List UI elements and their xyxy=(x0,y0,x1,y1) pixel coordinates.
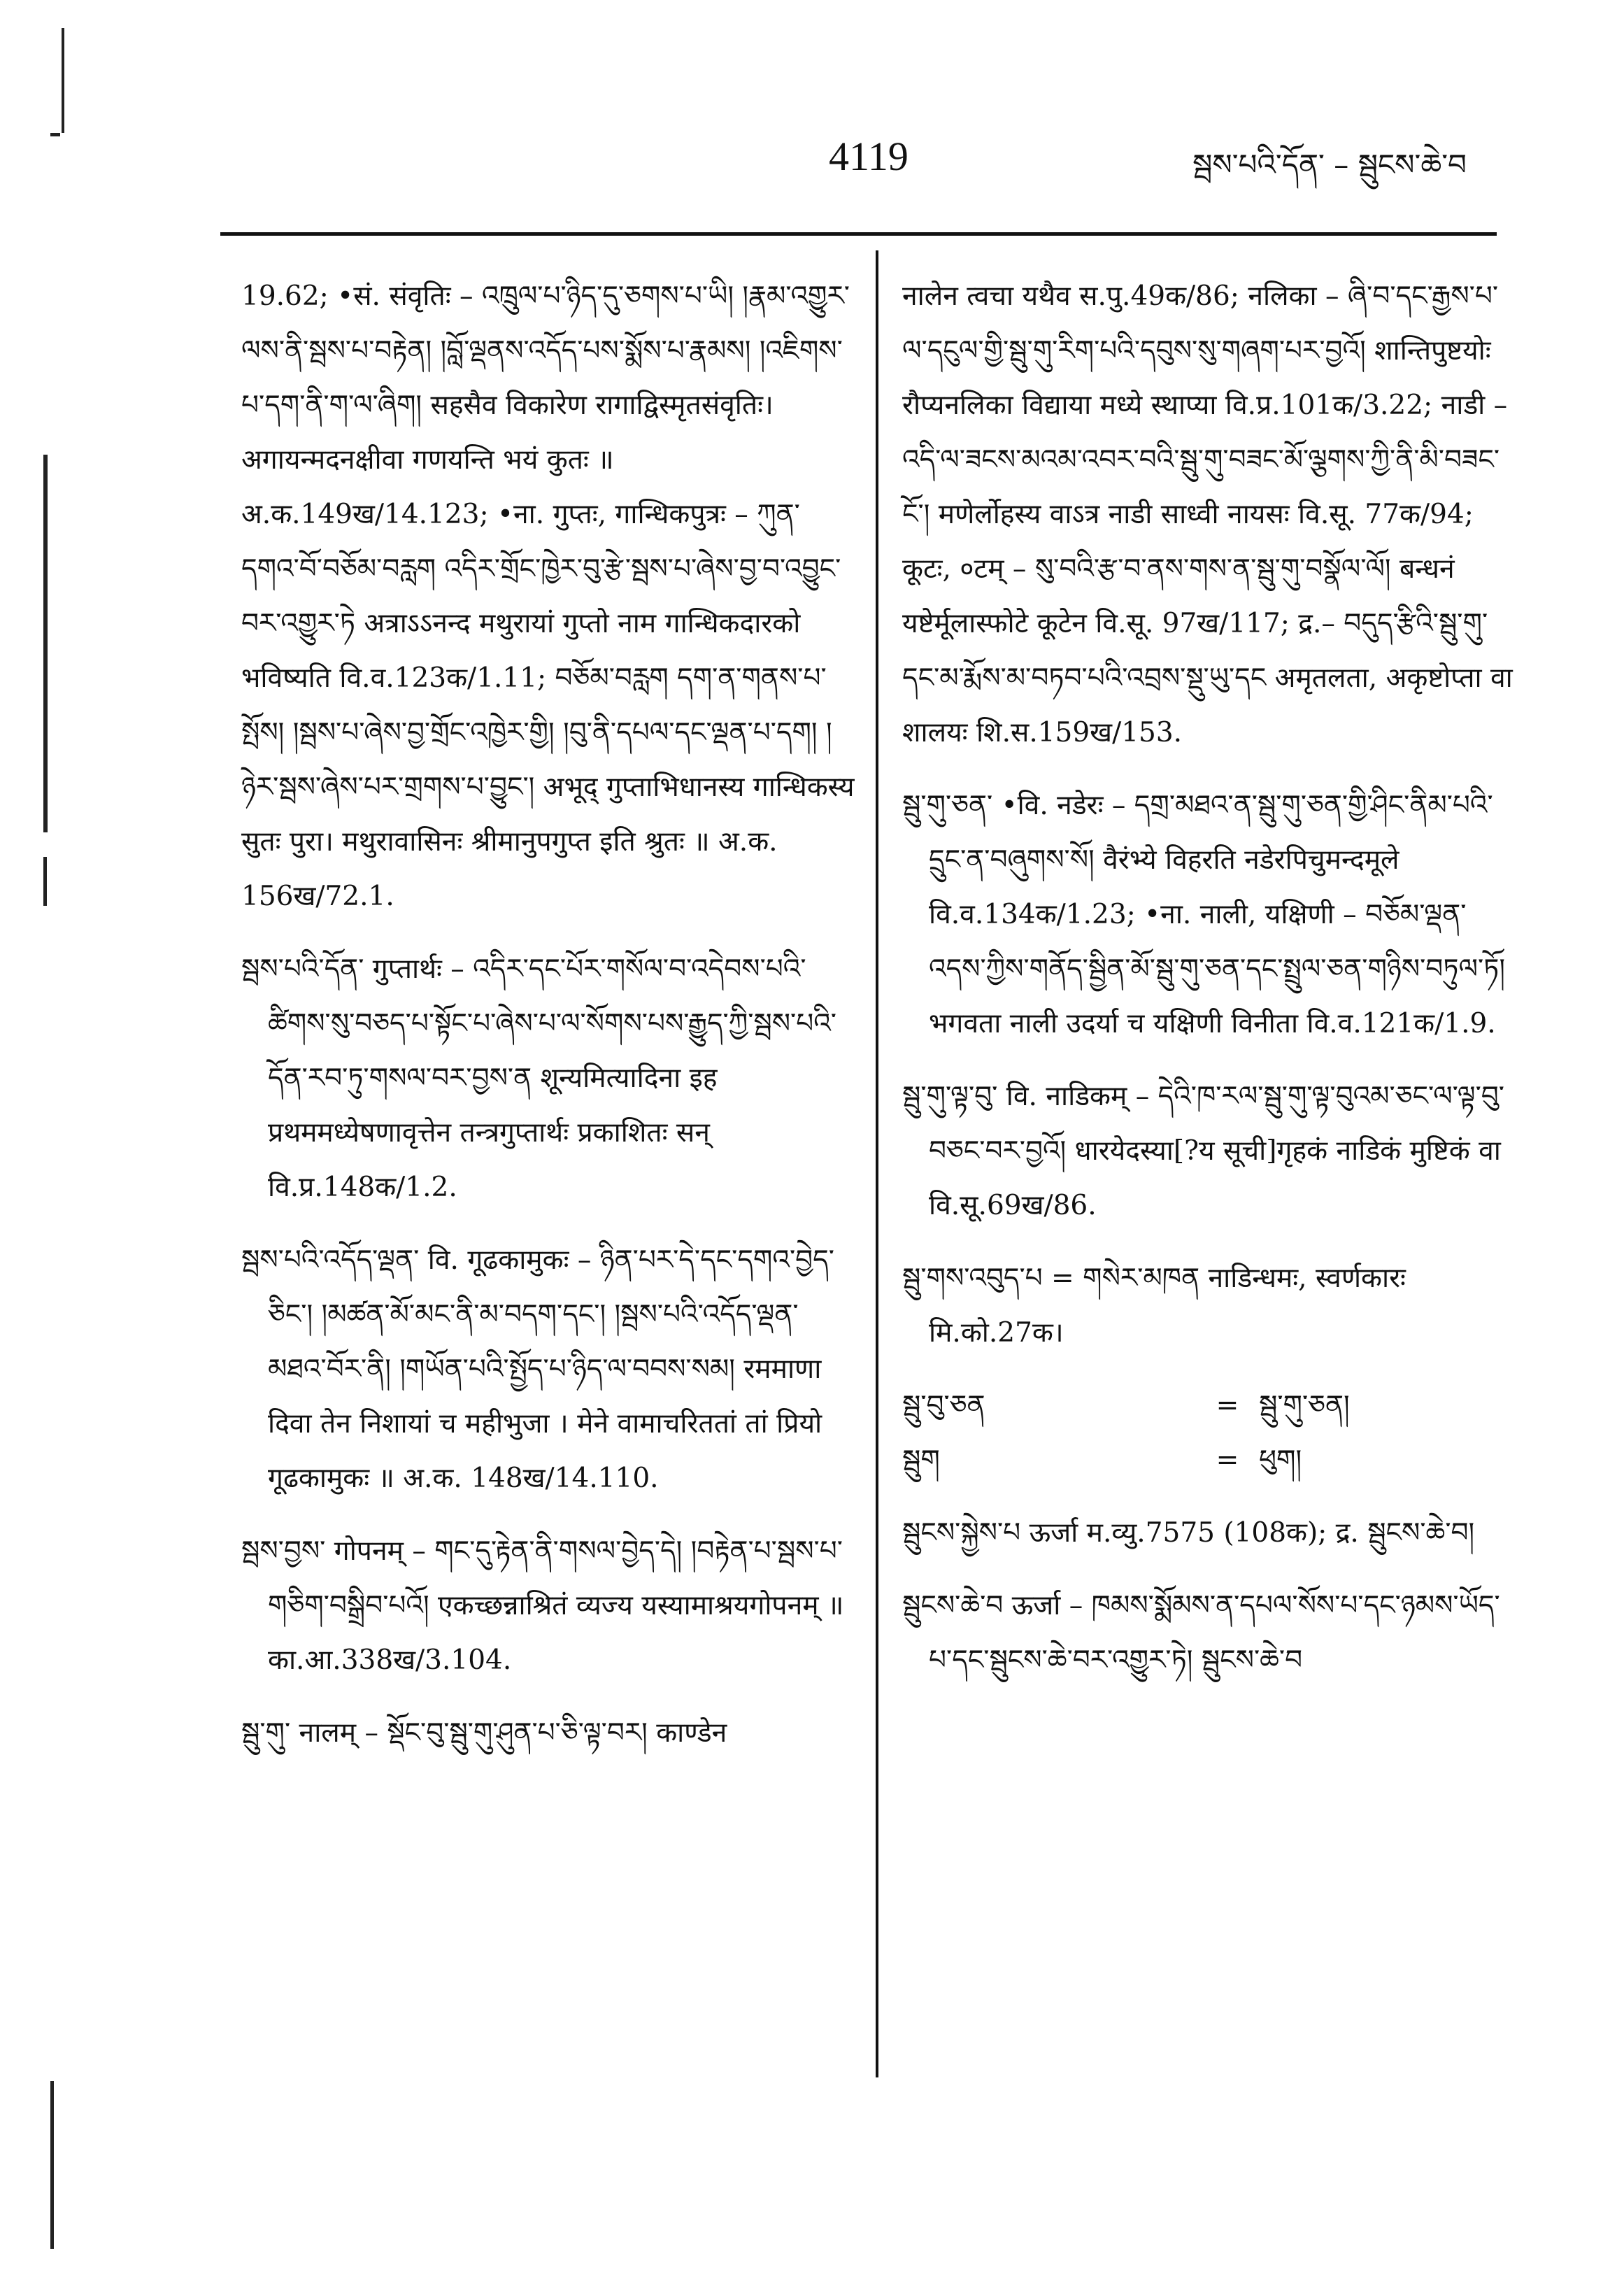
entry: སྦུ་གུ་ཅན་ •वि. नडेरः – དགྲ་མཐའ་ན་སྦུ་གུ་ཅན་གྱི་ཤིང་ནིམ་པའི་དྲུང་ན་བཞུགས་སོ། वैरंभ्ये विहरति नडेरपिचुमन्दमूले वि.व.134क/1.23; •ना. नाली, यक्षिणी – བཅོམ་ལྡན་འདས་ཀྱིས་གནོད་སྦྱིན་མོ་སྦུ་གུ་ཅན་དང་སྤྲུལ་ཅན་གཉིས་བཏུལ་ཏོ། भगवता नाली उदर्या च यक्षिणी विनीता वि.व.121क/1.9. xyxy=(902,790,1505,1039)
running-head: སྦས་པའི་དོན་ – སྦུངས་ཆེ་བ xyxy=(1192,148,1467,182)
equals-sign: = xyxy=(1216,1444,1239,1476)
entry: སྦས་པའི་འདོད་ལྡན་ वि. गूढकामुकः – ཉིན་པར་དེ་དང་དགའ་བྱེད་ཅིང་། །མཚན་མོ་མང་ནི་མ་བདག་དང་། །སྦས་པའི་འདོད་ལྡན་མཐའ་བོར་ནི། །གཡོན་པའི་སྤྱོད་པ་ཉིད་ལ་བབས་སམ། रममाणा दिवा तेन निशायां च महीभुजा । मेने वामाचरिततां तां प्रियो गूढकामुकः ॥ अ.क. 148ख/14.110. xyxy=(241,1244,834,1494)
margin-mark xyxy=(50,2081,54,2249)
column-divider xyxy=(876,250,878,2077)
entry: སྦུངས་ཆེ་བ ऊर्जा – ཁམས་སྨོམས་ན་དཔལ་སོས་པ་དང་ཉམས་ཡོད་པ་དང་སྦུངས་ཆེ་བར་འགྱུར་ཏེ། སྦུངས་ཆེ་བ xyxy=(902,1590,1500,1676)
cross-reference-head: སྦུག xyxy=(902,1444,940,1476)
entry: སྦུ་གུ་ नालम् – སྡོང་བུ་སྦུ་གུ་ཤུན་པ་ཅི་ལྟ་བར། काण्डेन xyxy=(241,1717,727,1749)
equals-sign: = xyxy=(1216,1390,1239,1421)
header-rule xyxy=(220,232,1497,236)
cross-reference-row xyxy=(902,1379,1514,1433)
entry: སྦས་བྱས་ गोपनम् – གང་དུ་རྟེན་ནི་གསལ་བྱེད་དེ། །བརྟེན་པ་སྦས་པ་གཅིག་བསྒྲིབ་པའོ། एकच्छन्नाश्रितं व्यज्य यस्यामाश्रयगोपनम् ॥ का.आ.338ख/3.104. xyxy=(241,1535,844,1676)
entry: སྦུ་གས་འབུད་པ = གསེར་མཁན नाडिन्धमः, स्वर्णकारः मि.को.27क। xyxy=(902,1263,1406,1349)
margin-mark xyxy=(43,455,48,832)
cross-reference-row xyxy=(902,1433,1514,1488)
entry-continuation: नालेन त्वचा यथैव स.पु.49क/86; नलिका – ཞི་བ་དང་རྒྱས་པ་ལ་དངུལ་གྱི་སྦུ་གུ་རིག་པའི་དབུས་སུ་གཞག་པར་བྱའོ། शान्तिपुष्टयोः रौप्यनलिका विद्याया मध्ये स्थाप्या वि.प्र.101क/3.22; नाडी – འདི་ལ་ཟངས་མའམ་འབར་བའི་སྦུ་གུ་བཟང་མོ་ལྕགས་ཀྱི་ནི་མི་བཟང་ངོ་། मणेर्लोहस्य वाऽत्र नाडी साध्वी नायसः वि.सू. 77क/94; कूटः, ०टम् – སུ་བའི་རྩ་བ་ནས་གས་ན་སྦུ་གུ་བསྣོལ་ལོ། बन्धनं यष्टेर्मूलास्फोटे कूटेन वि.सू. 97ख/117; द्र.– བདུད་རྩིའི་སྦུ་གུ་དང་མ་རྨོས་མ་བཏབ་པའི་འབྲས་སྡུ་ཡུ་དང अमृतलता, अकृष्टोप्ता वा शालयः शि.स.159ख/153. xyxy=(902,280,1513,748)
cross-reference-target: ཕུག། xyxy=(1259,1444,1302,1476)
entry: སྦུངས་སྐྱེས་པ ऊर्जा म.व्यु.7575 (108क); द्र. སྦུངས་ཆེ་བ། xyxy=(902,1517,1475,1549)
entry-continuation: 19.62; •सं. संवृतिः – འཁྲུལ་པ་ཉིད་དུ་ཅགས་པ་ཡི། །རྣམ་འགྱུར་ལས་ནི་སྦས་པ་བརྟེན། །བློ་ལྡནས་འདོད་པས་སྨོས་པ་རྣམས། །འཇིགས་པ་དག་ནི་ག་ལ་ཞིག། सहसैव विकारेण रागाद्विस्मृतसंवृतिः। अगायन्मदनक्षीवा गणयन्ति भयं कुतः ॥ अ.क.149ख/14.123; •ना. गुप्तः, गान्धिकपुत्रः – ཀུན་དགའ་བོ་བཅོམ་བརླག འདིར་གྲོང་ཁྱེར་བུ་རྩེ་སྦས་པ་ཞེས་བྱ་བ་འབྱུང་བར་འགྱུར་ཏེ अत्राऽऽनन्द मथुरायां गुप्तो नाम गान्धिकदारको भविष्यति वि.व.123क/1.11; བཅོམ་བརླག དག་ན་གནས་པ་སྤོས། །སྦས་པ་ཞེས་བྱ་གྲོང་འཁྱེར་གྱི། །བུ་ནི་དཔལ་དང་ལྡན་པ་དག། །ཉེར་སྦས་ཞེས་པར་གྲགས་པ་བྱུང་། अभूद् गुप्ताभिधानस्य गान्धिकस्य सुतः पुरा। मथुरावासिनः श्रीमानुपगुप्त इति श्रुतः ॥ अ.क. 156ख/72.1. xyxy=(241,280,855,912)
entry: སྦས་པའི་དོན་ गुप्तार्थः – འདིར་དང་པོར་གསོལ་བ་འདེབས་པའི་ཚིགས་སུ་བཅད་པ་སྟོང་པ་ཞེས་པ་ལ་སོགས་པས་རྒྱུད་ཀྱི་སྦས་པའི་དོན་རབ་ཏུ་གསལ་བར་བྱས་ན शून्यमित्यादिना इह प्रथममध्येषणावृत्तेन तन्त्रगुप्तार्थः प्रकाशितः सन् वि.प्र.148क/1.2. xyxy=(241,953,836,1203)
page-number: 4119 xyxy=(829,134,909,179)
margin-mark xyxy=(43,857,47,906)
margin-mark xyxy=(62,28,64,133)
right-column xyxy=(902,269,1514,1706)
cross-reference-head: སྦུ་བུ་ཅན xyxy=(902,1390,985,1421)
entry: སྦུ་གུ་ལྟ་བུ་ वि. नाडिकम् – དེའི་ཁ་རལ་སྦུ་གུ་ལྟ་བུའམ་ཅང་ལ་ལྟ་བུ་བཅང་བར་བྱའོ། धारयेदस्या[?य सूची]गृहकं नाडिकं मुष्टिकं वा वि.सू.69ख/86. xyxy=(902,1081,1504,1221)
margin-mark xyxy=(50,133,60,136)
left-column xyxy=(241,269,857,1779)
cross-reference-target: སྦུ་གུ་ཅན། xyxy=(1259,1390,1350,1421)
